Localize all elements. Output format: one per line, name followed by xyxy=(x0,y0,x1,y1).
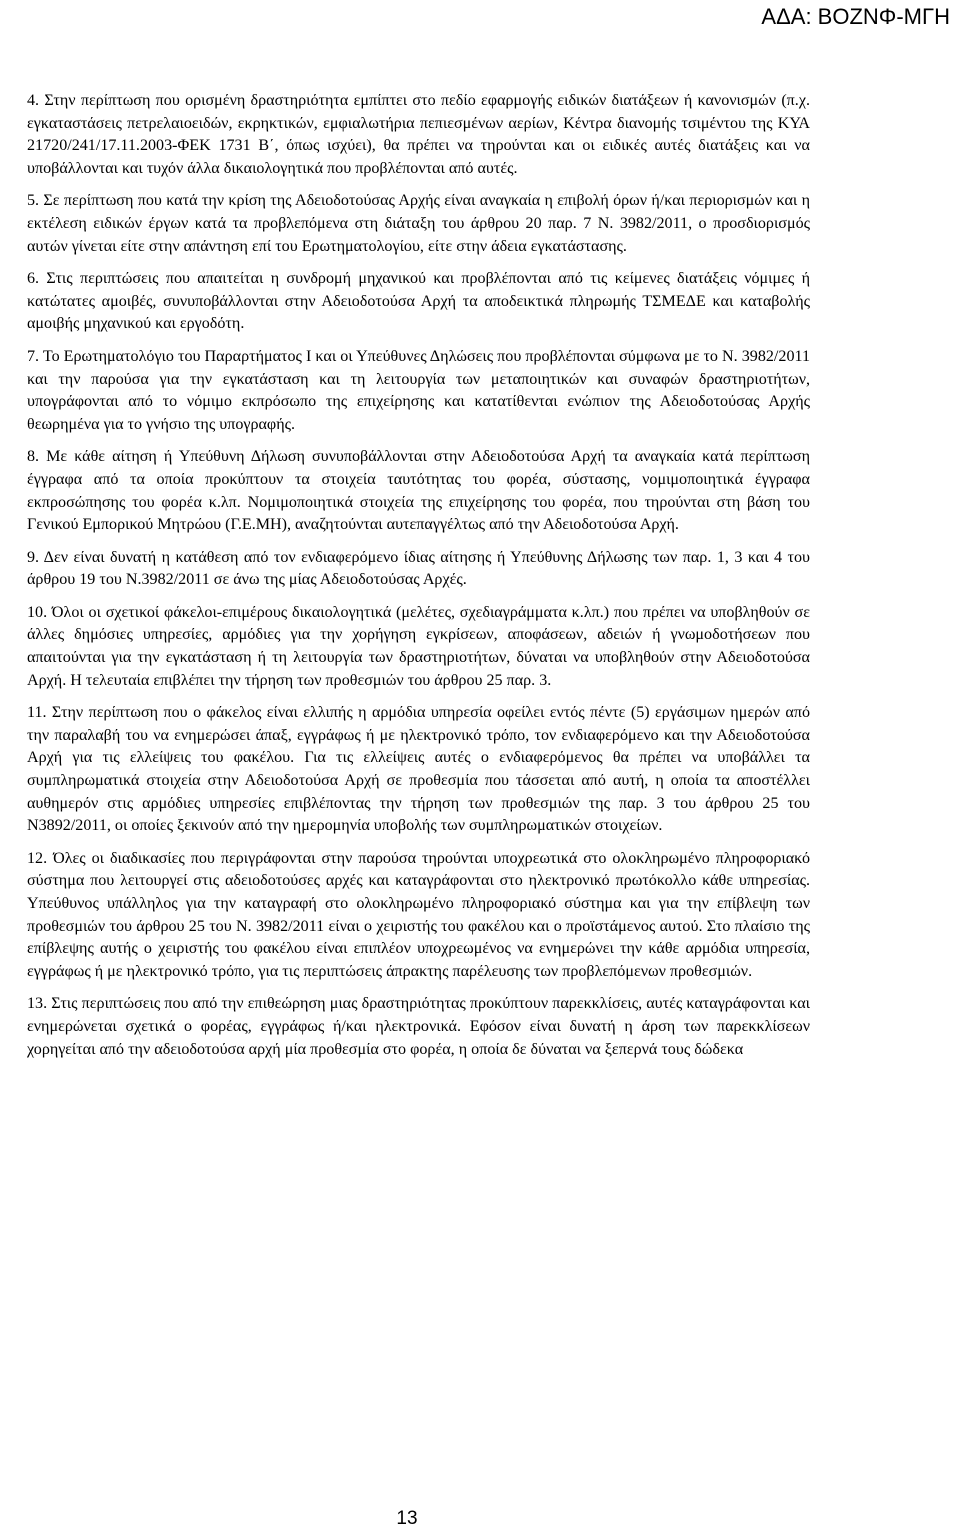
paragraph-7: 7. Το Ερωτηματολόγιο του Παραρτήματος Ι και οι Υπεύθυνες Δηλώσεις που προβλέπονται σύμφωνα με το Ν. 3982/2011 και την παρούσα για την εγκατάσταση και τη λειτουργία των μεταποιητικών και συναφών δραστηριοτήτων, υπογράφονται από το νόμιμο εκπρόσωπο της επιχείρησης και κατατίθενται ενώπιον της Αδειοδοτούσας Αρχής θεωρημένα για το γνήσιο της υπογραφής. xyxy=(27,347,810,433)
paragraph-13: 13. Στις περιπτώσεις που από την επιθεώρηση μιας δραστηριότητας προκύπτουν παρεκκλίσεις, αυτές καταγράφονται και ενημερώνεται σχετικά ο φορέας, εγγράφως ή/και ηλεκτρονικά. Εφόσον είναι δυνατή η άρση των παρεκκλίσεων χορηγείται από την αδειοδοτούσα αρχή μία προθεσμία στο φορέα, η οποία δε δύναται να ξεπερνά τους δώδεκα xyxy=(27,995,810,1058)
paragraph-11: 11. Στην περίπτωση που ο φάκελος είναι ελλιπής η αρμόδια υπηρεσία οφείλει εντός πέντε (5) εργάσιμων ημερών από την παραλαβή του να ενημερώσει άπαξ, εγγράφως ή με ηλεκτρονικό τρόπο, τον ενδιαφερόμενο και την Αδειοδοτούσα Αρχή για τις ελλείψεις του φακέλου. Για τις ελλείψεις αυτές ο ενδιαφερόμενος θα πρέπει να υποβάλλει τα συμπληρωματικά στοιχεία στην Αδειοδοτούσα Αρχή σε προθεσμία που τάσσεται από αυτή, η οποία τα αποστέλλει αυθημερόν στις αρμόδιες υπηρεσίες επιβλέποντας την τήρηση των προθεσμιών της παρ. 3 του άρθρου 25 του Ν3892/2011, οι οποίες ξεκινούν από την ημερομηνία υποβολής των συμπληρωματικών στοιχείων. xyxy=(27,704,810,835)
paragraph-12: 12. Όλες οι διαδικασίες που περιγράφονται στην παρούσα τηρούνται υποχρεωτικά στο ολοκληρωμένο πληροφοριακό σύστημα που λειτουργεί στις αδειοδοτούσες αρχές και καταγράφονται στο ηλεκτρονικό πρωτόκολλο κάθε υπηρεσίας. Υπεύθυνος υπάλληλος για την καταγραφή στο ολοκληρωμένο πληροφοριακό σύστημα και για την επίβλεψη των προθεσμιών του άρθρου 25 του Ν. 3982/2011 είναι ο χειριστής του φακέλου και ο προϊστάμενος αυτού. Στο πλαίσιο της επίβλεψης αυτής ο χειριστής του φακέλου είναι επιπλέον υποχρεωμένος να ενημερώνει την κάθε αρμόδια υπηρεσία, εγγράφως ή με ηλεκτρονικό τρόπο, για τις περιπτώσεις άπρακτης παρέλευσης των προβλεπόμενων προθεσμιών. xyxy=(27,849,810,980)
paragraph-6: 6. Στις περιπτώσεις που απαιτείται η συνδρομή μηχανικού και προβλέπονται από τις κείμενες διατάξεις νόμιμες ή κατώτατες αμοιβές, συνυποβάλλονται στην Αδειοδοτούσα Αρχή τα αποδεικτικά πληρωμής ΤΣΜΕΔΕ και καταβολής αμοιβής μηχανικού και εργοδότη. xyxy=(27,270,810,333)
document-body xyxy=(27,90,810,1071)
paragraph-8: 8. Με κάθε αίτηση ή Υπεύθυνη Δήλωση συνυποβάλλονται στην Αδειοδοτούσα Αρχή τα αναγκαία κατά περίπτωση έγγραφα από τα οποία προκύπτουν τα στοιχεία ταυτότητας του φορέα, σύστασης, νομιμοποιητικά έγγραφα εκπροσώπησης του φορέα κ.λπ. Νομιμοποιητικά στοιχεία της επιχείρησης του φορέα, που τηρούνται στη βάση του Γενικού Εμπορικού Μητρώου (Γ.Ε.ΜΗ), αναζητούνται αυτεπαγγέλτως από την Αδειοδοτούσα Αρχή. xyxy=(27,448,810,534)
page-number: 13 xyxy=(396,1508,418,1529)
paragraph-5: 5. Σε περίπτωση που κατά την κρίση της Αδειοδοτούσας Αρχής είναι αναγκαία η επιβολή όρων ή/και περιορισμών και η εκτέλεση ειδικών έργων κατά τα προβλεπόμενα στη διάταξη του άρθρου 20 παρ. 7 Ν. 3982/2011, ο προσδιορισμός αυτών γίνεται είτε στην απάντηση επί του Ερωτηματολογίου, είτε στην άδεια εγκατάστασης. xyxy=(27,192,810,255)
paragraph-4: 4. Στην περίπτωση που ορισμένη δραστηριότητα εμπίπτει στο πεδίο εφαρμογής ειδικών διατάξεων ή κανονισμών (π.χ. εγκαταστάσεις πετρελαιοειδών, εκρηκτικών, εμφιαλωτήρια πεπιεσμένων αερίων, Κέντρα διανομής τσιμέντου της ΚΥΑ 21720/241/17.11.2003-ΦΕΚ 1731 Β΄, όπως ισχύει), θα πρέπει να τηρούνται και οι ειδικές αυτές διατάξεις και να υποβάλλονται και τυχόν άλλα δικαιολογητικά που προβλέπονται από αυτές. xyxy=(27,92,810,177)
paragraph-9: 9. Δεν είναι δυνατή η κατάθεση από τον ενδιαφερόμενο ίδιας αίτησης ή Υπεύθυνης Δήλωσης των παρ. 1, 3 και 4 του άρθρου 19 του Ν.3982/2011 σε άνω της μίας Αδειοδοτούσας Αρχές. xyxy=(27,548,810,589)
paragraph-10: 10. Όλοι οι σχετικοί φάκελοι-επιμέρους δικαιολογητικά (μελέτες, σχεδιαγράμματα κ.λπ.) που πρέπει να υποβληθούν σε άλλες δημόσιες υπηρεσίες, αρμόδιες για την χορήγηση εγκρίσεων, αποφάσεων, αδειών ή γνωμοδοτήσεων που απαιτούνται για την εγκατάσταση ή τη λειτουργία των δραστηριοτήτων, δύναται να υποβληθούν στην Αδειοδοτούσα Αρχή. Η τελευταία επιβλέπει την τήρηση των προθεσμιών του άρθρου 25 παρ. 3. xyxy=(27,603,810,689)
ada-code-header: ΑΔΑ: ΒΟΖΝΦ-ΜΓΗ xyxy=(761,4,950,29)
